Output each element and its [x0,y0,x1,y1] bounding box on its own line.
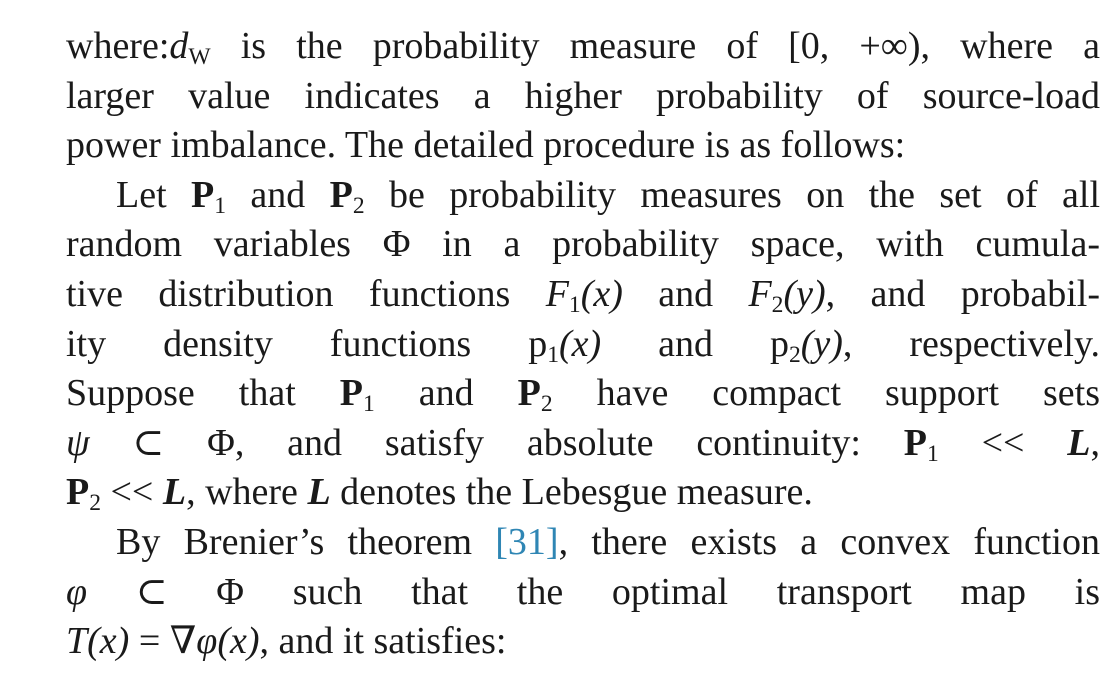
citation-link[interactable]: [31] [495,520,559,563]
paragraph-1 [66,22,1100,171]
p2-line-5: Suppose that $P_1$ and $P_2$ have compact support sets [66,372,1100,418]
p2-line-7: $P_2 << L$, where L denotes the Lebesgue measure. [66,471,813,517]
paper-text-block [66,22,1100,667]
p1-line-2: larger value indicates a higher probability of source-load [66,74,1100,117]
paragraph-3 [66,518,1100,667]
p3-line-2: φ ⊂ Φ such that the optimal transport map is [66,570,1100,613]
p1-line-1: $where:d_W$ is the probability measure of [0, +∞), where a [66,25,1100,70]
p3-line-3: T(x) = ∇φ(x), and it satisfies: [66,620,507,663]
p1-line-3: power imbalance. The detailed procedure is as follows: [66,124,906,167]
p2-line-6: ψ ⊂ Φ, and satisfy absolute continuity: $P_1 << L$, [66,421,1100,467]
paragraph-2 [66,171,1100,518]
p2-line-1: Let $P_1$ and $P_2$ be probability measures on the set of all [116,173,1100,219]
p2-line-4: ity density functions $p_1(x)$ and $p_2(y)$, respectively. [66,322,1100,368]
p3-line-1: By Brenier’s theorem [31], there exists a convex function [116,520,1100,563]
p2-line-3: tive distribution functions $F_1(x)$ and $F_2(y)$, and probabil- [66,272,1100,318]
p2-line-2: random variables Φ in a probability space, with cumula- [66,223,1100,266]
